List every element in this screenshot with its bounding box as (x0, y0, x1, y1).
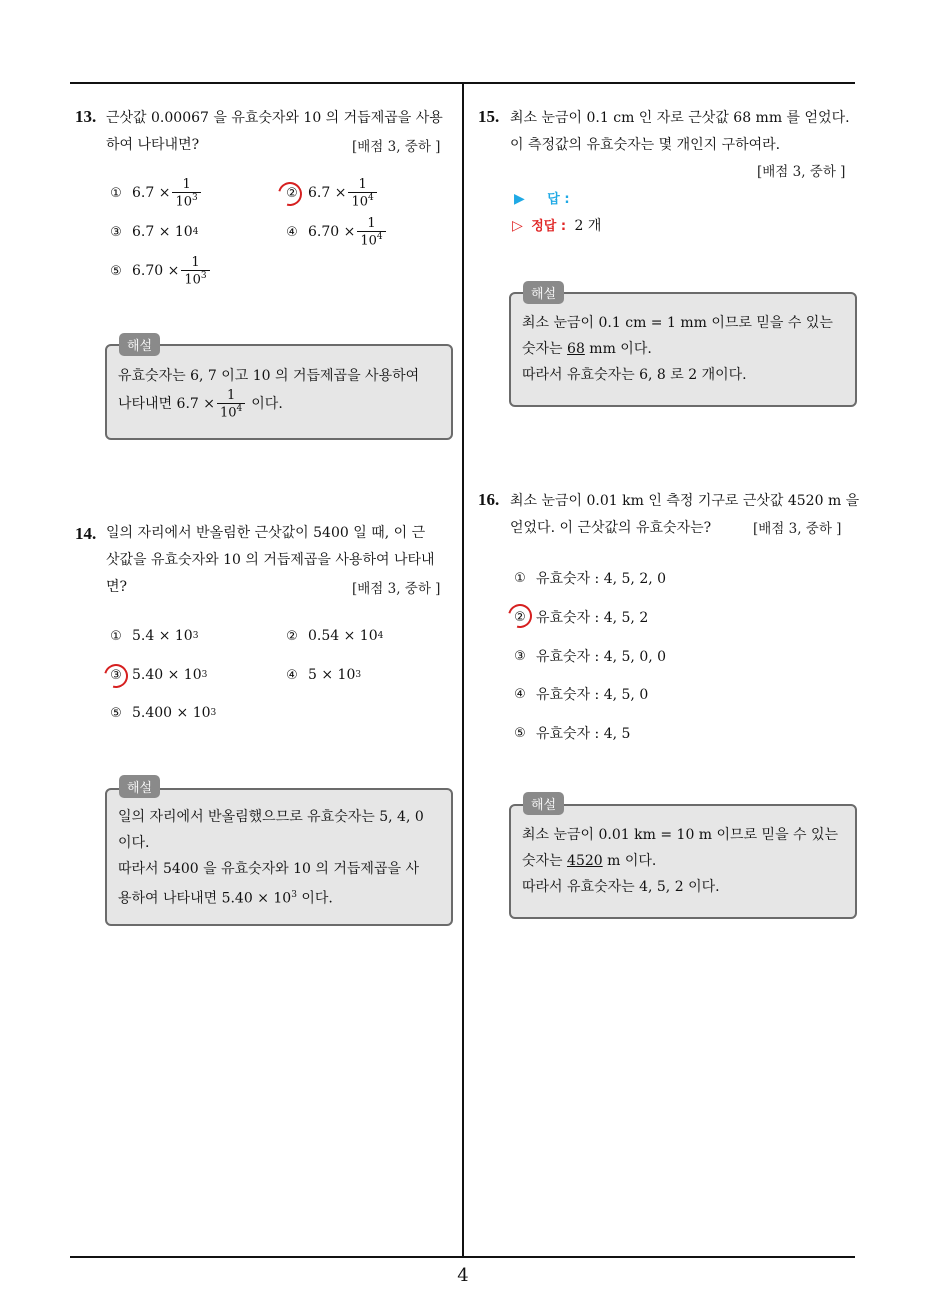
answer-input-row[interactable] (514, 188, 570, 207)
solution-tag: 해설 (523, 792, 564, 815)
choice-4[interactable] (284, 217, 388, 248)
question-text: 최소 눈금이 0.1 cm 인 자로 근삿값 68 mm 를 얻었다. 이 측정값의 유효숫자는 몇 개인지 구하여라. (510, 110, 850, 153)
choice-text: 6.7 × (308, 185, 347, 202)
page-number: 4 (457, 1265, 469, 1286)
answer-circle-mark (100, 660, 133, 693)
choice-marker: ② (286, 185, 298, 201)
answer-arrow-icon: ▶ (514, 191, 525, 207)
choice-text: 6.7 × 10 (132, 224, 193, 240)
choice-marker: ③ (110, 224, 122, 240)
solution-text: 최소 눈금이 0.01 km = 10 m 이므로 믿을 수 있는 숫자는 4520 m 이다. 따라서 유효숫자는 4, 5, 2 이다. (522, 827, 839, 895)
choice-2[interactable]: ② 유효숫자 : 4, 5, 2 (514, 609, 649, 626)
choice-3[interactable]: ③ 유효숫자 : 4, 5, 0, 0 (514, 648, 667, 665)
solution-tag: 해설 (119, 775, 160, 798)
score-meta: [배점 3, 중하 ] (757, 164, 846, 180)
question-number: 15. (478, 107, 500, 126)
choice-marker: ⑤ (110, 263, 122, 279)
solution-tag: 해설 (523, 281, 564, 304)
correct-arrow-icon: ▷ (512, 218, 523, 234)
choice-1[interactable]: ① 5.4 × 10 3 (110, 628, 199, 644)
choice-text: 6.70 × (308, 224, 356, 241)
score-meta: [배점 3, 중하 ] (352, 139, 441, 155)
question-text: 일의 자리에서 반올림한 근삿값이 5400 일 때, 이 근 삿값을 유효숫자와 10 의 거듭제곱을 사용하여 나타내 면? (106, 525, 435, 595)
fraction: $\frac{1}{10^3}$ (172, 178, 200, 209)
choice-3[interactable]: ③ 5.40 × 10 3 (110, 667, 208, 683)
choice-4[interactable]: ④ 유효숫자 : 4, 5, 0 (514, 686, 649, 703)
correct-value: 2 개 (574, 218, 602, 234)
question-line: 하여 나타내면? (106, 137, 200, 153)
choice-2[interactable]: ② 0.54 × 10 4 (286, 628, 384, 644)
correct-label: 정답 : (531, 219, 567, 234)
fraction: $\frac{1}{10^4}$ (217, 389, 245, 420)
question-number: 16. (478, 490, 500, 509)
choice-5[interactable]: ⑤ 유효숫자 : 4, 5 (514, 725, 631, 742)
choice-1[interactable]: ① 유효숫자 : 4, 5, 2, 0 (514, 570, 667, 587)
question-number: 13. (75, 107, 97, 126)
choice-5[interactable]: ⑤ 5.400 × 10 3 (110, 705, 217, 721)
score-meta: [배점 3, 중하 ] (352, 581, 441, 597)
fraction: $\frac{1}{10^4}$ (357, 217, 385, 248)
fraction: $\frac{1}{10^3}$ (181, 256, 209, 287)
question-number: 14. (75, 524, 97, 543)
answer-label: 답 : (547, 192, 570, 207)
bottom-rule (70, 1256, 855, 1258)
choice-4[interactable]: ④ 5 × 10 3 (286, 667, 362, 683)
choice-text: 6.7 × (132, 185, 171, 202)
choice-marker: ① (110, 185, 122, 201)
solution-text: 최소 눈금이 0.1 cm = 1 mm 이므로 믿을 수 있는 숫자는 68 mm 이다. 따라서 유효숫자는 6, 8 로 2 개이다. (522, 315, 833, 383)
solution-text: 일의 자리에서 반올림했으므로 유효숫자는 5, 4, 0 이다. 따라서 5400 을 유효숫자와 10 의 거듭제곱을 사 용하여 나타내면 $5.40 \times 10^3$ 이다. (118, 809, 424, 907)
answer-circle-mark (504, 600, 537, 633)
question-text: 최소 눈금이 0.01 km 인 측정 기구로 근삿값 4520 m 을 얻었다. 이 근삿값의 유효숫자는? (510, 493, 860, 536)
choice-marker: ④ (286, 224, 298, 240)
column-divider (462, 82, 464, 1257)
solution-tag: 해설 (119, 333, 160, 356)
score-meta: [배점 3, 중하 ] (753, 521, 842, 537)
choice-5[interactable] (108, 256, 212, 287)
choice-text: 6.70 × (132, 263, 180, 280)
solution-text: 유효숫자는 6, 7 이고 10 의 거듭제곱을 사용하여 나타내면 6.7 × $\frac{1}{10^4}$ 이다. (118, 368, 420, 420)
correct-answer-row (512, 215, 601, 235)
fraction: $\frac{1}{10^4}$ (348, 178, 376, 209)
choice-1[interactable] (108, 178, 203, 209)
question-line: 근삿값 0.00067 을 유효숫자와 10 의 거듭제곱을 사용 (106, 110, 443, 126)
choice-3[interactable]: ③ 6.7 × 10 4 (108, 224, 198, 240)
